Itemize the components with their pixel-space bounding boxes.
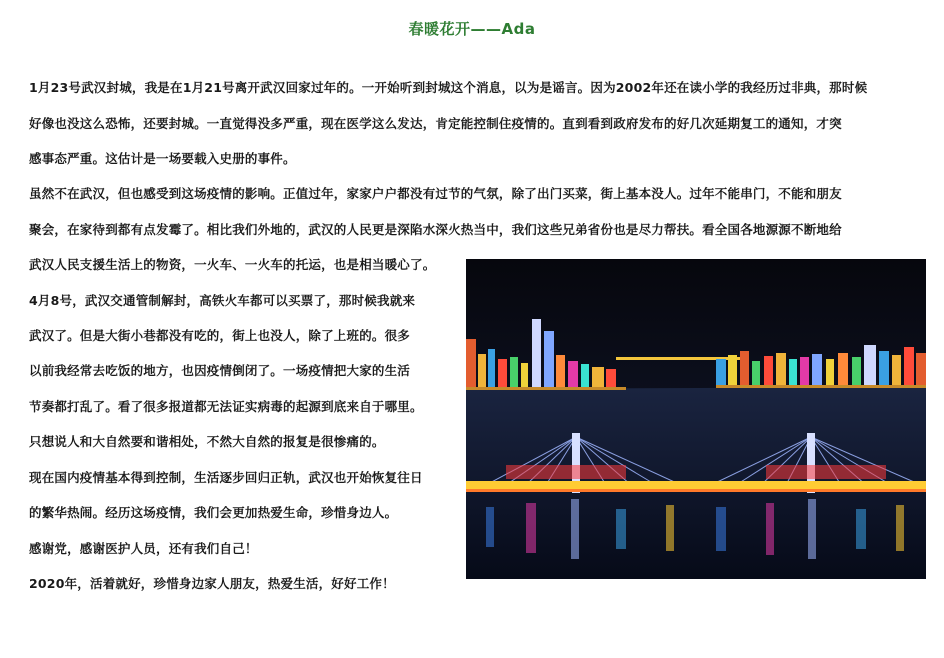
distant-bridge (616, 357, 746, 360)
paragraph-line: 1月23号武汉封城，我是在1月21号离开武汉回家过年的。一开始听到封城这个消息，以为是谣言。因为2002年还在读小学的我经历过非典，那时候 (29, 80, 868, 95)
paragraph-line: 以前我经常去吃饭的地方，也因疫情倒闭了。一场疫情把大家的生活 (29, 363, 411, 378)
paragraph-line: 感事态严重。这估计是一场要载入史册的事件。 (29, 151, 296, 166)
paragraph-line: 只想说人和大自然要和谐相处，不然大自然的报复是很惨痛的。 (29, 434, 385, 449)
paragraph-line: 2020年，活着就好，珍惜身边家人朋友，热爱生活，好好工作！ (29, 576, 395, 591)
paragraph-line: 现在国内疫情基本得到控制，生活逐步回归正轨，武汉也开始恢复往日 (29, 470, 423, 485)
paragraph-line: 感谢党，感谢医护人员，还有我们自己！ (29, 541, 258, 556)
right-bank-lights (716, 385, 926, 388)
paragraph-line: 4月8号，武汉交通管制解封，高铁火车都可以买票了，那时候我就来 (29, 293, 416, 308)
paragraph-line: 聚会，在家待到都有点发霉了。相比我们外地的，武汉的人民更是深陷水深火热当中，我们这些兄弟省份也是尽力帮扶。看全国各地源源不断地给 (29, 222, 842, 237)
paragraph-line: 武汉人民支援生活上的物资，一火车、一火车的托运，也是相当暖心了。 (29, 257, 436, 272)
wuhan-night-photo (466, 259, 926, 579)
paragraph-line: 节奏都打乱了。看了很多报道都无法证实病毒的起源到底来自于哪里。 (29, 399, 423, 414)
paragraph-line: 虽然不在武汉，但也感受到这场疫情的影响。正值过年，家家户户都没有过节的气氛，除了出门买菜，街上基本没人。过年不能串门，不能和朋友 (29, 186, 842, 201)
article-title: 春暖花开——Ada (408, 20, 536, 38)
left-bank-lights (466, 387, 626, 390)
paragraph-line: 的繁华热闹。经历这场疫情，我们会更加热爱生命，珍惜身边人。 (29, 505, 398, 520)
city-bridge-illustration (466, 259, 926, 579)
paragraph-line: 好像也没这么恐怖，还要封城。一直觉得没多严重，现在医学这么发达，肯定能控制住疫情的。直到看到政府发布的好几次延期复工的通知，才突 (29, 116, 842, 131)
paragraph-line: 武汉了。但是大街小巷都没有吃的，街上也没人，除了上班的。很多 (29, 328, 411, 343)
